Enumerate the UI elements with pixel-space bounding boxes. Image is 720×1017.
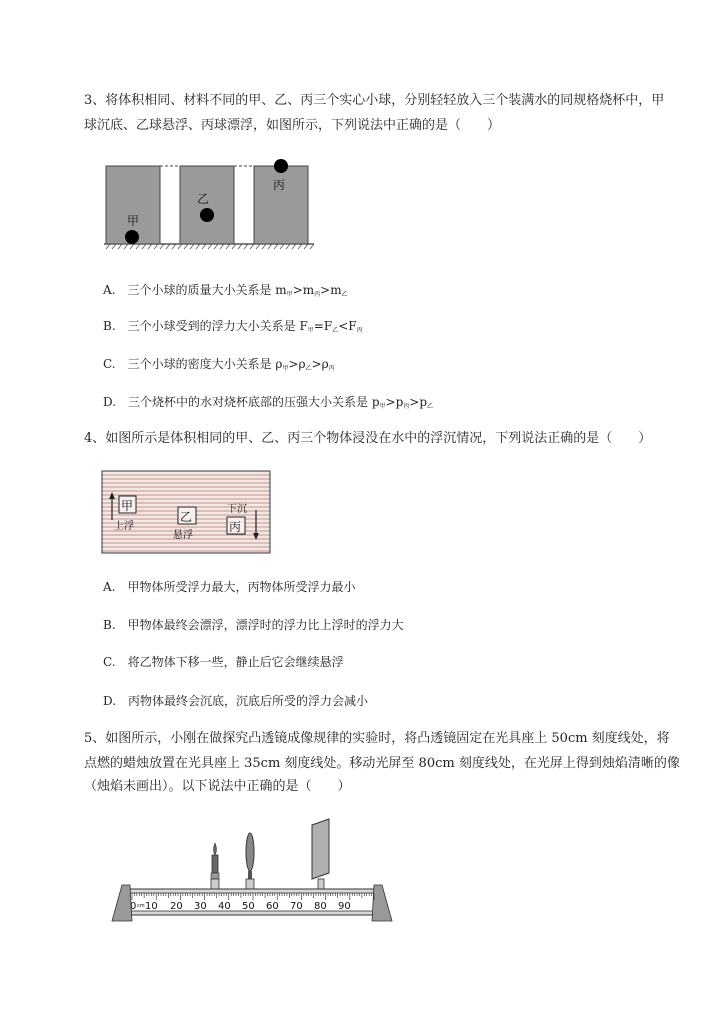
q5-stem-line1: 5、如图所示，小刚在做探究凸透镜成像规律的实验时，将凸透镜固定在光具座上 50cm 刻度线处，将: [84, 731, 670, 746]
q3-stem-line2: 球沉底、乙球悬浮、丙球漂浮，如图所示，下列说法中正确的是（ ）: [84, 118, 501, 133]
q5-stem-line2: 点燃的蜡烛放置在光具座上 35cm 刻度线处。移动光屏至 80cm 刻度线处，在光屏上得到烛焰清晰的像: [84, 756, 680, 771]
tick-label-40: 40: [218, 901, 231, 912]
candle-flame: [214, 843, 217, 855]
label-float: 悬浮: [173, 530, 193, 541]
q5-optical-bench-figure: [108, 815, 398, 925]
label-up: 上浮: [114, 521, 134, 532]
q5-stem-line3: （烛焰未画出）。以下说法中正确的是（ ）: [84, 779, 351, 794]
label-down: 下沉: [227, 504, 247, 515]
object-jia-label: 甲: [121, 499, 134, 513]
q4-option-a: A. 甲物体所受浮力最大，丙物体所受浮力最小: [103, 580, 356, 594]
tick-label-90: 90: [338, 901, 351, 912]
tick-unit: cm: [137, 903, 145, 909]
tick-label-70: 70: [290, 901, 303, 912]
q3-option-c: C. 三个小球的密度大小关系是 $\rho_甲>\rho_乙>\rho_丙$: [103, 357, 335, 372]
q4-water-figure: [101, 470, 271, 554]
ball-yi: [200, 208, 214, 222]
convex-lens: [246, 833, 254, 871]
tick-label-30: 30: [194, 901, 207, 912]
label-yi: 乙: [197, 192, 210, 206]
object-yi-label: 乙: [180, 510, 193, 524]
label-jia: 甲: [127, 214, 140, 228]
tick-label-50: 50: [242, 901, 255, 912]
light-screen: [312, 819, 329, 879]
label-bing: 丙: [273, 178, 286, 192]
candle: [212, 855, 218, 873]
tick-label-0: 0: [130, 901, 137, 912]
q4-option-d: D. 丙物体最终会沉底，沉底后所受的浮力会减小: [103, 694, 369, 708]
q4-option-b: B. 甲物体最终会漂浮，漂浮时的浮力比上浮时的浮力大: [103, 618, 404, 632]
tick-label-10: 10: [145, 901, 158, 912]
tick-label-80: 80: [314, 901, 327, 912]
q3-option-b: B. 三个小球受到的浮力大小关系是 $F_甲=F_乙<F_丙$: [103, 319, 363, 334]
ball-bing: [274, 159, 288, 173]
q3-stem-line1: 3、将体积相同、材料不同的甲、乙、丙三个实心小球，分别轻轻放入三个装满水的同规格烧杯中，甲: [84, 93, 665, 108]
q3-option-d: D. 三个烧杯中的水对烧杯底部的压强大小关系是 $p_甲>p_丙>p_乙$: [103, 395, 434, 410]
q4-stem-line1: 4、如图所示是体积相同的甲、乙、丙三个物体浸没在水中的浮沉情况，下列说法正确的是（ ）: [84, 431, 652, 446]
tick-label-60: 60: [266, 901, 279, 912]
ball-jia: [125, 230, 139, 244]
tick-label-20: 20: [170, 901, 183, 912]
object-bing-label: 丙: [229, 520, 242, 534]
q3-option-a: A. 三个小球的质量大小关系是 $m_甲>m_丙>m_乙$: [103, 283, 348, 298]
q3-beakers-figure: [100, 155, 320, 250]
q4-option-c: C. 将乙物体下移一些，静止后它会继续悬浮: [103, 655, 344, 669]
